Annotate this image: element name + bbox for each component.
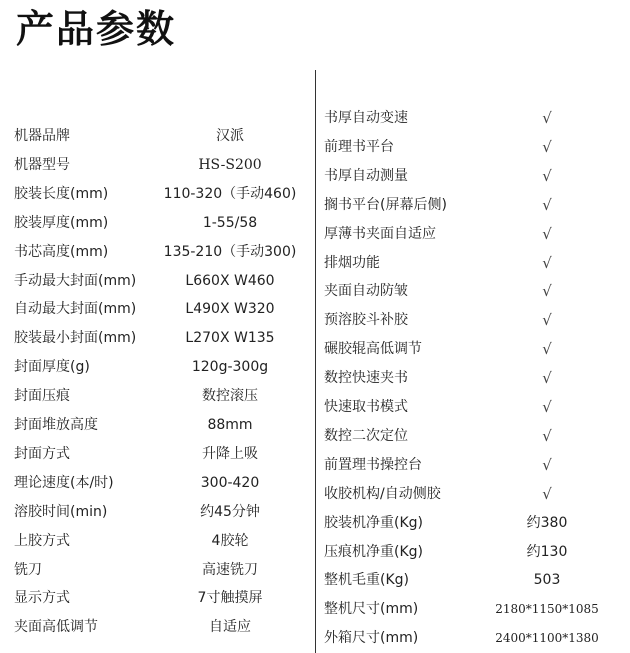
spec-value: 约380 [526, 514, 568, 531]
spec-label: 夹面高低调节 [14, 619, 98, 636]
spec-value: 高速铣刀 [202, 561, 258, 578]
spec-label: 封面方式 [14, 445, 70, 462]
spec-value: 自适应 [209, 619, 251, 636]
spec-label: 书厚自动变速 [324, 110, 408, 126]
spec-value: 1-55/58 [202, 214, 258, 231]
spec-value: HS-S200 [198, 156, 262, 173]
check-mark: √ [542, 426, 552, 445]
spec-label: 机器型号 [14, 156, 70, 173]
spec-label: 快速取书模式 [324, 399, 408, 415]
spec-label: 搁书平台(屏幕后侧) [324, 196, 447, 213]
spec-value: 汉派 [216, 128, 244, 144]
spec-label: 书厚自动测量 [324, 167, 408, 184]
spec-value: 2400*1100*1380 [495, 631, 599, 646]
spec-label: 显示方式 [14, 590, 70, 607]
spec-label: 胶装最小封面(mm) [14, 330, 137, 347]
check-mark: √ [542, 195, 552, 214]
check-mark: √ [542, 224, 552, 243]
spec-label: 数控快速夹书 [324, 370, 408, 387]
spec-label: 溶胶时间(min) [14, 503, 108, 520]
check-mark: √ [542, 253, 552, 272]
spec-value: 503 [533, 572, 561, 589]
spec-label: 碾胶辊高低调节 [324, 341, 422, 358]
spec-label: 数控二次定位 [324, 427, 408, 444]
spec-value: 升降上吸 [202, 445, 258, 462]
spec-label: 外箱尺寸(mm) [324, 630, 419, 647]
spec-value: 约45分钟 [200, 503, 260, 520]
spec-value: 135-210（手动300) [163, 243, 297, 260]
spec-label: 压痕机净重(Kg) [324, 543, 423, 560]
spec-label: 胶装长度(mm) [14, 185, 109, 202]
spec-label: 书芯高度(mm) [14, 243, 109, 260]
spec-label: 收胶机构/自动侧胶 [324, 485, 441, 502]
spec-label: 理论速度(本/时) [14, 474, 114, 491]
spec-value: 数控滚压 [202, 388, 258, 405]
check-mark: √ [542, 137, 552, 156]
spec-label: 上胶方式 [14, 532, 70, 549]
spec-label: 手动最大封面(mm) [14, 272, 137, 289]
spec-value: 4胶轮 [211, 532, 249, 549]
check-mark: √ [542, 282, 552, 301]
spec-label: 封面堆放高度 [14, 417, 98, 433]
spec-label: 整机毛重(Kg) [324, 572, 409, 589]
spec-value: L660X W460 [185, 272, 275, 289]
spec-label: 封面厚度(g) [14, 359, 90, 376]
spec-value: 110-320（手动460) [163, 185, 297, 202]
spec-label: 前置理书操控台 [324, 456, 422, 473]
spec-label: 排烟功能 [324, 254, 380, 271]
spec-label: 铣刀 [14, 561, 42, 578]
check-mark: √ [542, 484, 552, 503]
spec-label: 预溶胶斗补胶 [324, 312, 408, 329]
spec-value: 120g-300g [191, 359, 269, 376]
check-mark: √ [542, 166, 552, 185]
check-mark: √ [542, 398, 552, 416]
check-mark: √ [542, 311, 552, 330]
spec-label: 厚薄书夹面自适应 [324, 225, 436, 242]
spec-label: 封面压痕 [14, 388, 70, 405]
spec-value: 88mm [207, 417, 253, 433]
check-mark: √ [542, 340, 552, 359]
check-mark: √ [542, 455, 552, 474]
right-spec-list [316, 0, 630, 653]
spec-label: 前理书平台 [324, 138, 394, 155]
check-mark: √ [542, 109, 552, 127]
spec-value: 7寸触摸屏 [197, 590, 263, 607]
spec-label: 胶装厚度(mm) [14, 214, 109, 231]
spec-value: L270X W135 [185, 330, 275, 347]
spec-label: 自动最大封面(mm) [14, 301, 137, 318]
spec-value: 约130 [526, 543, 568, 560]
spec-value: 300-420 [200, 474, 260, 491]
spec-label: 胶装机净重(Kg) [324, 514, 423, 531]
spec-label: 整机尺寸(mm) [324, 601, 419, 618]
check-mark: √ [542, 369, 552, 388]
spec-value: 2180*1150*1085 [495, 602, 599, 617]
page-title: 产品参数 [16, 7, 177, 51]
spec-label: 夹面自动防皱 [324, 283, 408, 300]
spec-label: 机器品牌 [14, 128, 70, 144]
spec-value: L490X W320 [185, 301, 275, 318]
